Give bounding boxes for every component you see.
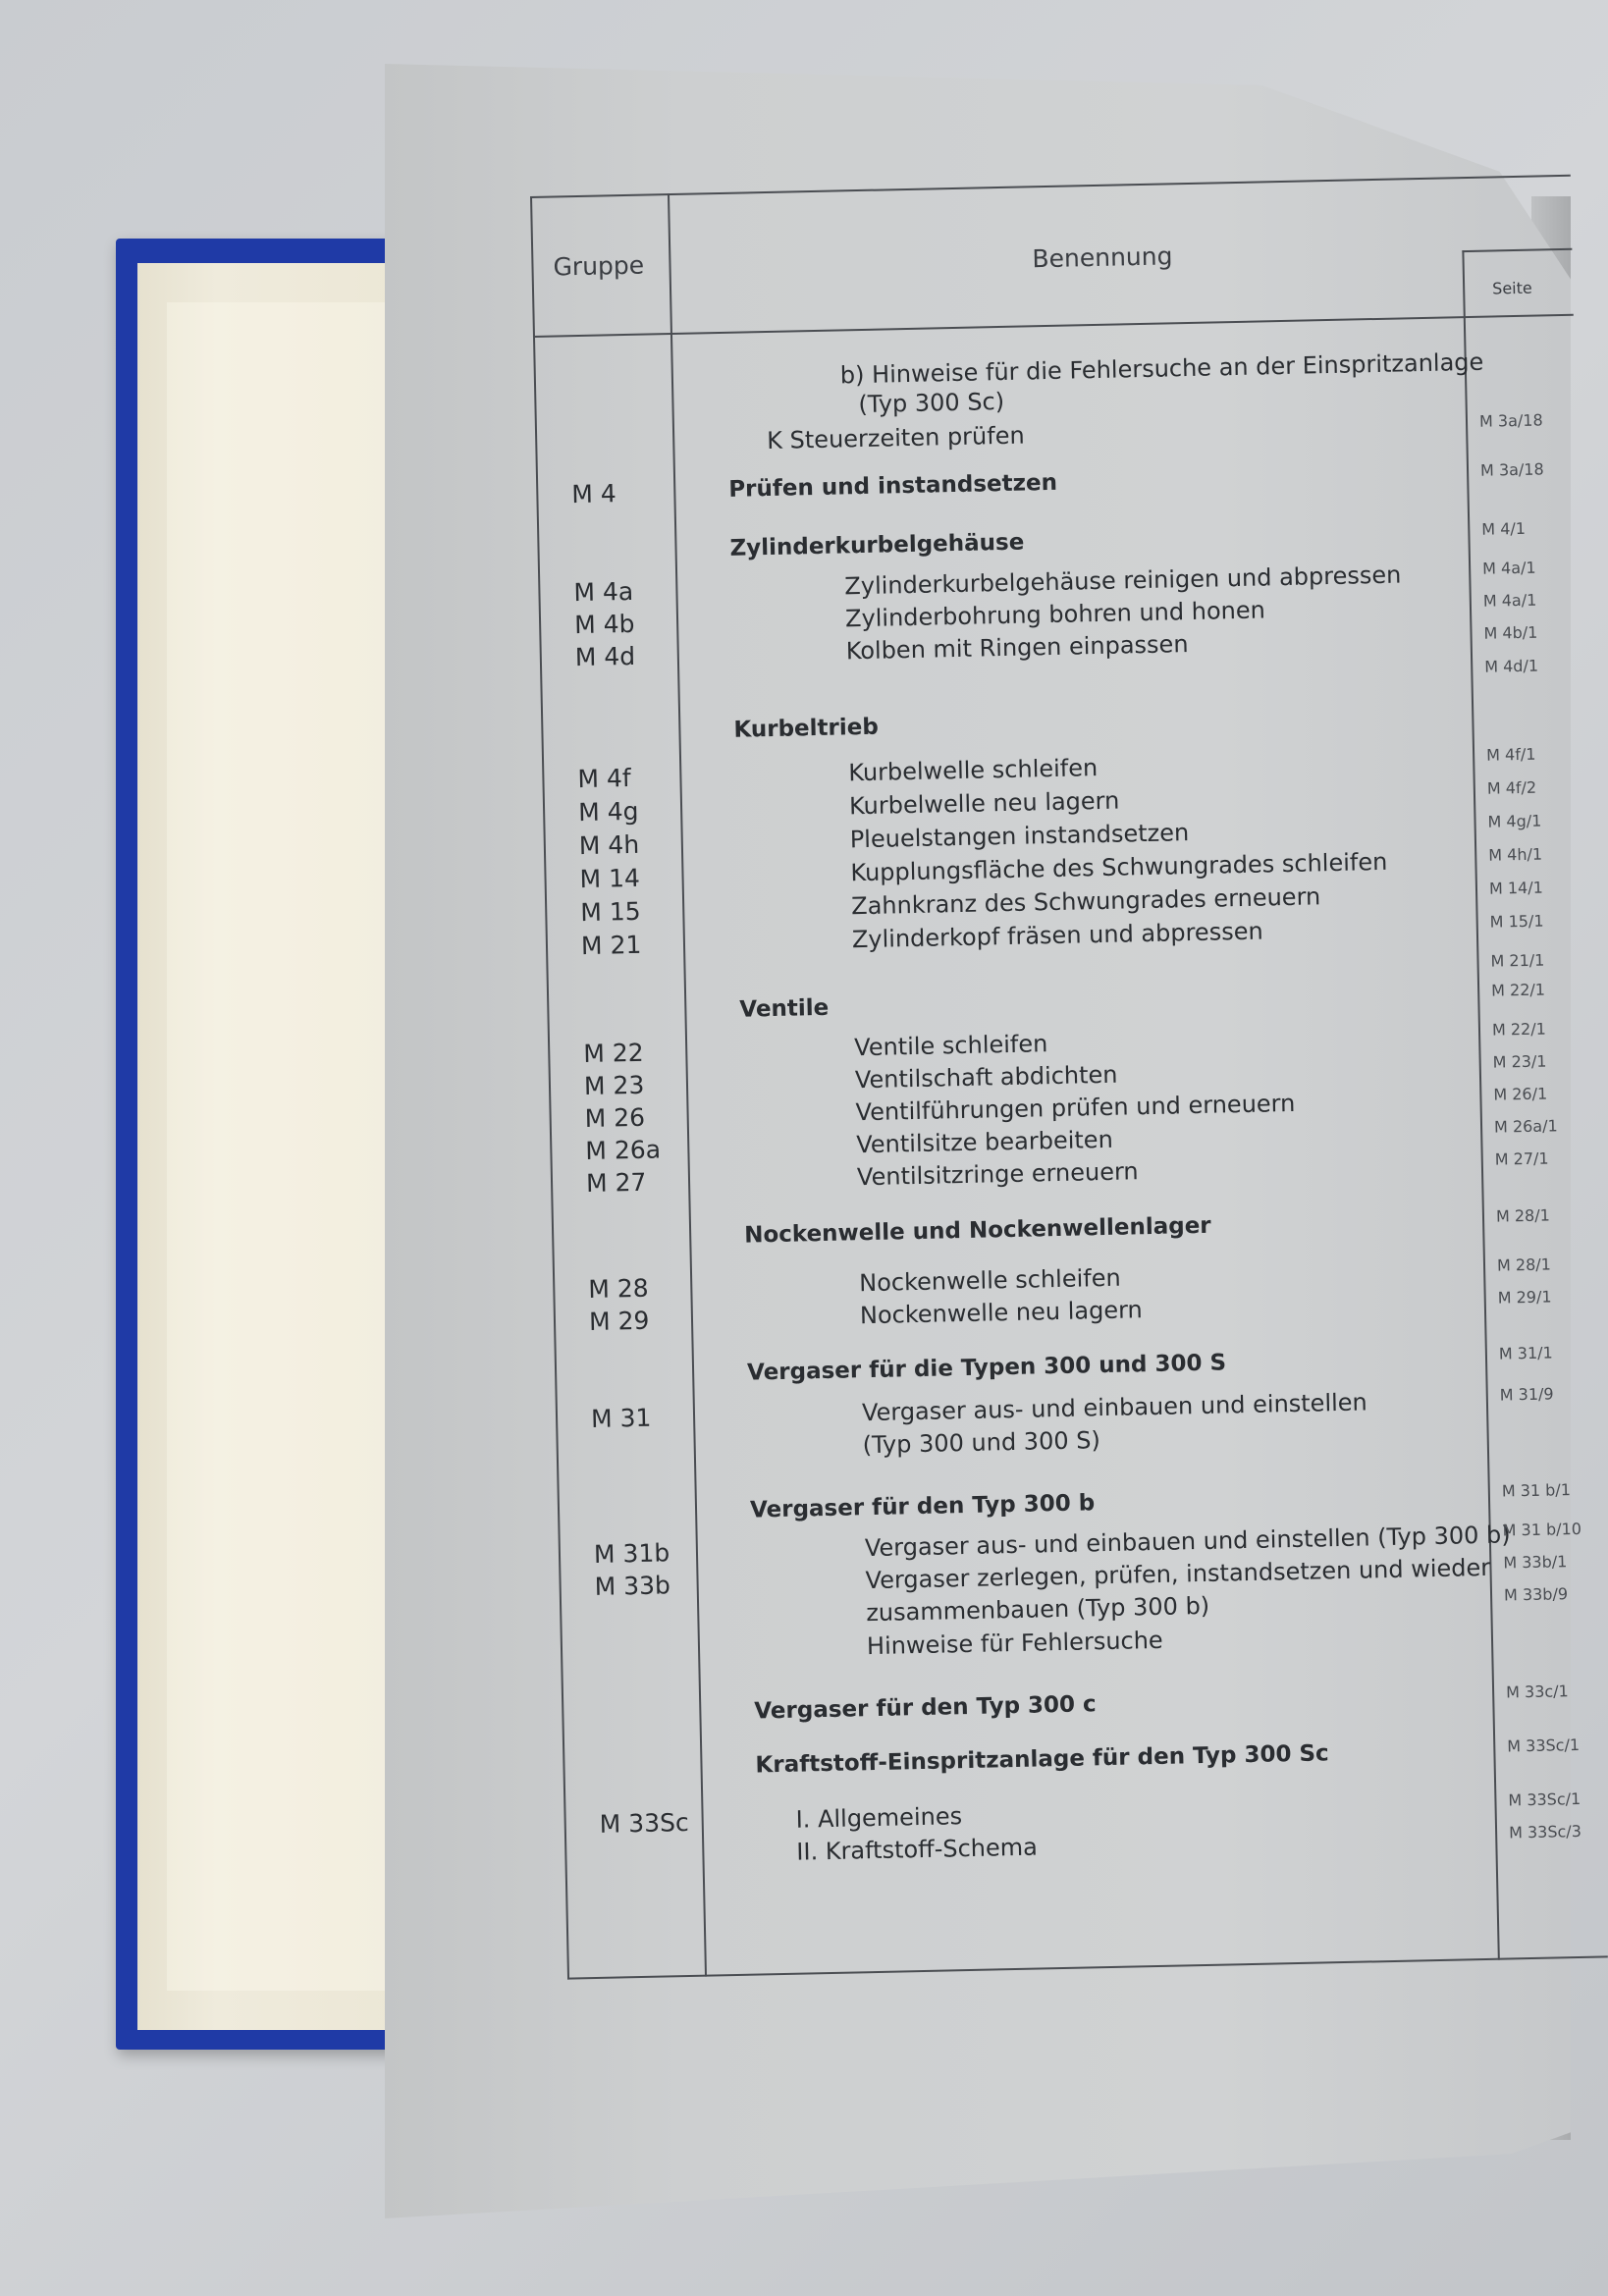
- page-header-separator: [1462, 248, 1572, 252]
- row-page-ref: M 4g/1: [1487, 811, 1542, 831]
- column-header-name: Benennung: [1032, 241, 1173, 274]
- row-page-ref: M 3a/18: [1478, 410, 1543, 431]
- row-page-ref: M 22/1: [1491, 1019, 1547, 1040]
- row-group-code: M 4h: [578, 829, 640, 861]
- row-page-ref: M 27/1: [1494, 1148, 1549, 1169]
- row-title: Ventile schleifen: [853, 1030, 1048, 1062]
- row-title: b) Hinweise für die Fehlersuche an der Einspritzanlage: [839, 347, 1484, 390]
- row-group-code: M 4b: [573, 609, 635, 640]
- row-page-ref: M 4/1: [1481, 518, 1527, 539]
- row-group-code: M 31b: [593, 1538, 670, 1569]
- column-header-page: Seite: [1491, 278, 1532, 298]
- row-page-ref: M 26/1: [1493, 1084, 1548, 1104]
- row-title: Vergaser aus- und einbauen und einstellen (Typ 300 b): [864, 1521, 1511, 1563]
- row-page-ref: M 21/1: [1490, 950, 1545, 971]
- row-title: Kurbelwelle neu lagern: [848, 786, 1120, 821]
- row-group-code: M 4: [571, 479, 617, 509]
- row-page-ref: M 31 b/1: [1501, 1480, 1572, 1501]
- row-page-ref: M 31/9: [1499, 1384, 1554, 1405]
- row-title: I. Allgemeines: [795, 1802, 963, 1834]
- row-title: Ventilsitzringe erneuern: [856, 1157, 1139, 1192]
- row-page-ref: M 4d/1: [1484, 656, 1539, 676]
- row-section-heading: Zylinderkurbelgehäuse: [729, 529, 1025, 561]
- row-title: Zahnkranz des Schwungrades erneuern: [850, 882, 1321, 921]
- row-title: Hinweise für Fehlersuche: [866, 1626, 1163, 1661]
- row-page-ref: M 4a/1: [1481, 558, 1536, 578]
- row-page-ref: M 31/1: [1498, 1343, 1553, 1363]
- row-title: Zylinderbohrung bohren und honen: [844, 596, 1266, 633]
- row-group-code: M 15: [579, 896, 641, 928]
- row-page-ref: M 23/1: [1492, 1051, 1547, 1072]
- row-page-ref: M 28/1: [1496, 1255, 1552, 1275]
- binder-inner-lining: [137, 263, 401, 2030]
- row-page-ref: M 4a/1: [1482, 590, 1537, 611]
- header-separator: [533, 314, 1574, 338]
- row-section-heading: Kraftstoff-Einspritzanlage für den Typ 300 Sc: [755, 1740, 1329, 1779]
- row-group-code: M 21: [580, 930, 642, 961]
- row-group-code: M 27: [585, 1167, 647, 1199]
- row-section-heading: Vergaser für den Typ 300 b: [749, 1490, 1096, 1523]
- row-title: (Typ 300 Sc): [858, 387, 1005, 419]
- row-page-ref: M 33c/1: [1505, 1682, 1569, 1702]
- row-section-heading: Kurbeltrieb: [733, 714, 880, 743]
- table-row: [562, 1681, 1602, 1735]
- row-title: Nockenwelle schleifen: [858, 1263, 1121, 1298]
- row-page-ref: M 26a/1: [1493, 1116, 1558, 1137]
- row-page-ref: M 28/1: [1495, 1205, 1550, 1226]
- table-row: [563, 1735, 1603, 1789]
- row-page-ref: M 22/1: [1490, 980, 1546, 1000]
- table-row: [536, 459, 1577, 514]
- row-section-heading: Ventile: [739, 994, 830, 1023]
- row-title: Kolben mit Ringen einpassen: [845, 630, 1189, 666]
- row-page-ref: M 15/1: [1489, 911, 1544, 932]
- row-title: Ventilführungen prüfen und erneuern: [855, 1089, 1296, 1127]
- row-page-ref: M 14/1: [1488, 878, 1543, 898]
- row-group-code: M 33Sc: [599, 1807, 689, 1839]
- row-group-code: M 4g: [577, 796, 639, 828]
- table-of-contents: [530, 175, 1608, 1993]
- row-title: Kupplungsfläche des Schwungrades schleifen: [850, 847, 1388, 887]
- row-page-ref: M 4f/2: [1486, 777, 1537, 798]
- row-title: Ventilschaft abdichten: [854, 1060, 1118, 1095]
- row-title: Vergaser aus- und einbauen und einstellen: [861, 1388, 1368, 1427]
- row-group-code: M 14: [579, 863, 641, 894]
- table-row: [552, 1205, 1592, 1260]
- row-title: Vergaser zerlegen, prüfen, instandsetzen und wieder: [865, 1553, 1491, 1595]
- row-page-ref: M 4f/1: [1485, 744, 1536, 765]
- row-page-ref: M 33Sc/1: [1507, 1735, 1581, 1756]
- row-title: Kurbelwelle schleifen: [848, 754, 1099, 787]
- row-group-code: M 31: [590, 1403, 652, 1433]
- row-section-heading: Prüfen und instandsetzen: [728, 469, 1058, 503]
- row-page-ref: M 4b/1: [1483, 622, 1538, 643]
- row-title: Zylinderkopf fräsen und abpressen: [851, 917, 1263, 954]
- row-title: II. Kraftstoff-Schema: [796, 1833, 1039, 1866]
- row-title: Pleuelstangen instandsetzen: [849, 819, 1190, 854]
- row-page-ref: M 4h/1: [1488, 844, 1543, 865]
- row-page-ref: M 33Sc/3: [1508, 1821, 1582, 1842]
- row-page-ref: M 3a/18: [1479, 459, 1544, 480]
- row-group-code: M 23: [583, 1070, 645, 1101]
- row-group-code: M 22: [583, 1038, 644, 1069]
- row-group-code: M 4a: [573, 576, 634, 608]
- column-header-group: Gruppe: [553, 250, 645, 282]
- row-title: K Steuerzeiten prüfen: [766, 421, 1025, 454]
- row-title: Zylinderkurbelgehäuse reinigen und abpressen: [844, 561, 1402, 601]
- row-page-ref: M 29/1: [1497, 1287, 1552, 1308]
- row-group-code: M 4d: [574, 641, 636, 672]
- row-title: zusammenbauen (Typ 300 b): [866, 1591, 1210, 1628]
- row-section-heading: Vergaser für den Typ 300 c: [754, 1691, 1097, 1725]
- row-group-code: M 4f: [577, 763, 631, 794]
- row-group-code: M 28: [588, 1273, 649, 1304]
- row-section-heading: Vergaser für die Typen 300 und 300 S: [746, 1350, 1227, 1386]
- row-section-heading: Nockenwelle und Nockenwellenlager: [743, 1212, 1211, 1249]
- row-group-code: M 26: [584, 1102, 646, 1134]
- row-page-ref: M 31 b/10: [1502, 1519, 1582, 1540]
- row-group-code: M 29: [588, 1306, 650, 1336]
- row-group-code: M 33b: [594, 1571, 671, 1601]
- row-page-ref: M 33b/1: [1503, 1552, 1568, 1573]
- row-title: Ventilsitze bearbeiten: [856, 1125, 1114, 1159]
- row-page-ref: M 33Sc/1: [1508, 1789, 1581, 1810]
- row-title: Nockenwelle neu lagern: [859, 1296, 1144, 1330]
- row-group-code: M 26a: [585, 1135, 662, 1166]
- row-page-ref: M 33b/9: [1503, 1584, 1569, 1605]
- row-title: (Typ 300 und 300 S): [862, 1426, 1101, 1460]
